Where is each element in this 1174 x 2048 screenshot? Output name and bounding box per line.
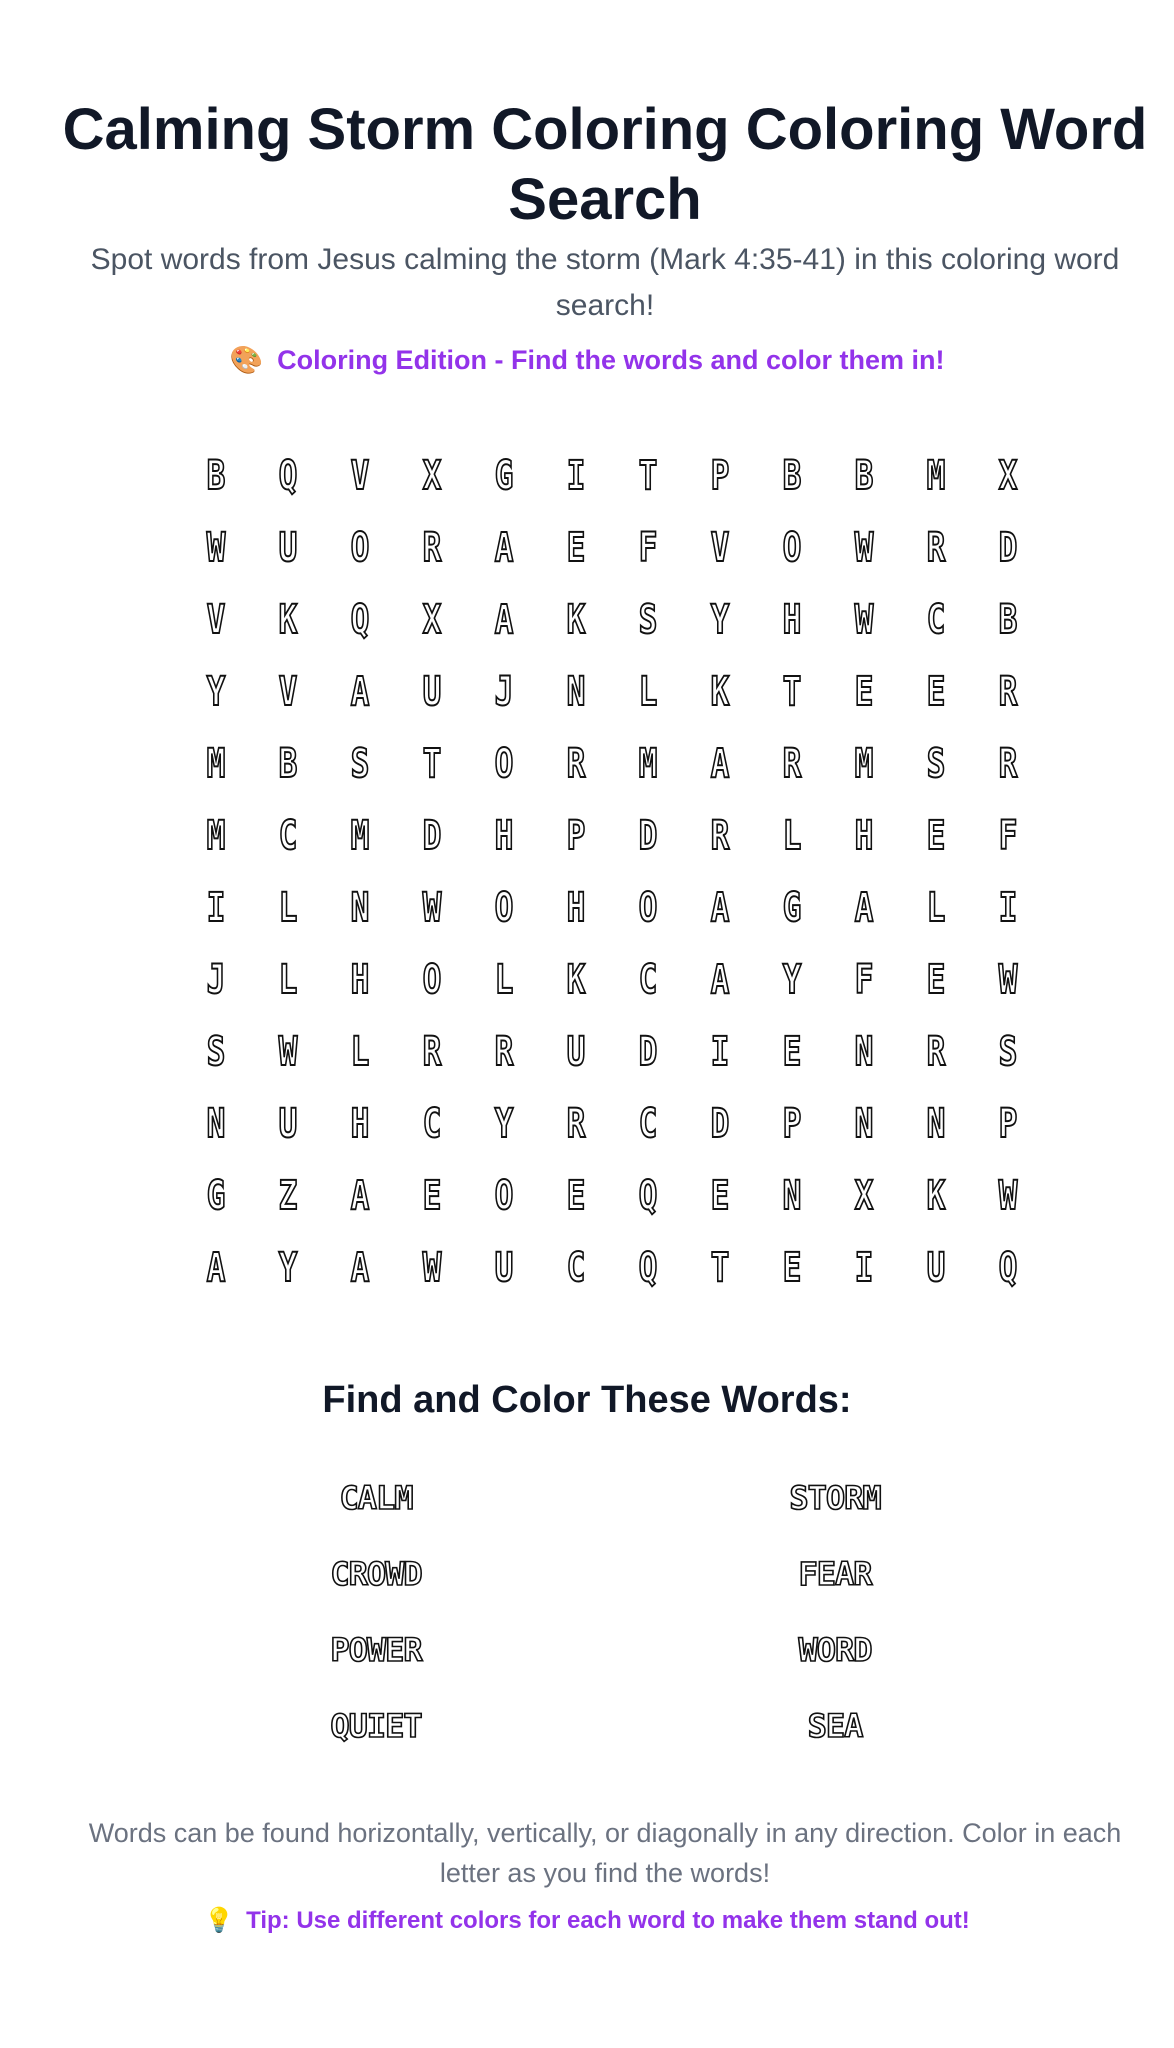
grid-letter[interactable]: A [710,885,730,931]
grid-letter[interactable]: O [422,957,442,1003]
grid-letter[interactable]: G [494,453,514,499]
grid-letter[interactable]: K [926,1173,946,1219]
word-list-item: QUIET [330,1707,422,1745]
word-list [0,1460,1174,1780]
grid-letter[interactable]: L [926,885,946,931]
grid-letter[interactable]: T [422,741,442,787]
grid-letter[interactable]: X [422,453,442,499]
grid-letter[interactable]: R [566,741,586,787]
grid-letter[interactable]: N [854,1029,874,1075]
grid-letter[interactable]: C [566,1245,586,1291]
grid-letter[interactable]: O [494,741,514,787]
grid-letter[interactable]: F [998,813,1018,859]
grid-letter[interactable]: S [926,741,946,787]
grid-letter[interactable]: I [854,1245,874,1291]
grid-letter[interactable]: G [206,1173,226,1219]
grid-letter[interactable]: M [350,813,370,859]
grid-row [180,512,1044,584]
word-list-item: CROWD [330,1555,422,1593]
page-title: Calming Storm Coloring Coloring Word Search [62,97,1148,232]
grid-letter[interactable]: A [710,957,730,1003]
grid-row [180,440,1044,512]
tip-banner [0,1903,1174,1939]
grid-letter[interactable]: H [782,597,802,643]
word-list-item: STORM [789,1479,881,1517]
grid-letter[interactable]: E [782,1029,802,1075]
edition-text: Coloring Edition - Find the words and color them in! [277,345,945,375]
grid-letter[interactable]: O [350,525,370,571]
grid-letter[interactable]: E [926,669,946,715]
grid-letter[interactable]: Y [782,957,802,1003]
grid-row [180,1160,1044,1232]
grid-letter[interactable]: E [566,1173,586,1219]
grid-letter[interactable]: O [494,885,514,931]
grid-letter[interactable]: L [278,957,298,1003]
grid-letter[interactable]: Y [278,1245,298,1291]
grid-letter[interactable]: A [350,1245,370,1291]
grid-row [180,800,1044,872]
grid-letter[interactable]: W [998,1173,1018,1219]
grid-letter[interactable]: Y [206,669,226,715]
grid-letter[interactable]: D [422,813,442,859]
grid-letter[interactable]: L [350,1029,370,1075]
grid-letter[interactable]: M [638,741,658,787]
grid-letter[interactable]: Y [494,1101,514,1147]
grid-letter[interactable]: R [710,813,730,859]
grid-letter[interactable]: C [422,1101,442,1147]
grid-letter[interactable]: T [638,453,658,499]
grid-letter[interactable]: S [206,1029,226,1075]
grid-letter[interactable]: K [278,597,298,643]
grid-letter[interactable]: Q [638,1245,658,1291]
word-list-item: FEAR [798,1555,872,1593]
grid-row [180,656,1044,728]
grid-letter[interactable]: V [206,597,226,643]
grid-letter[interactable]: I [566,453,586,499]
grid-letter[interactable]: K [566,957,586,1003]
grid-letter[interactable]: N [350,885,370,931]
grid-letter[interactable]: U [566,1029,586,1075]
grid-letter[interactable]: M [926,453,946,499]
grid-letter[interactable]: Q [638,1173,658,1219]
grid-letter[interactable]: M [206,813,226,859]
grid-letter[interactable]: A [494,597,514,643]
grid-letter[interactable]: M [206,741,226,787]
grid-letter[interactable]: X [422,597,442,643]
grid-letter[interactable]: V [278,669,298,715]
grid-letter[interactable]: R [422,525,442,571]
grid-row [180,584,1044,656]
word-list-item: CALM [339,1479,413,1517]
grid-letter[interactable]: U [278,525,298,571]
grid-letter[interactable]: B [998,597,1018,643]
grid-letter[interactable]: A [350,669,370,715]
grid-letter[interactable]: L [638,669,658,715]
grid-letter[interactable]: N [926,1101,946,1147]
grid-letter[interactable]: L [494,957,514,1003]
grid-letter[interactable]: Y [710,597,730,643]
grid-letter[interactable]: E [422,1173,442,1219]
page-subtitle: Spot words from Jesus calming the storm (Mark 4:35-41) in this coloring word search! [90,243,1120,322]
grid-letter[interactable]: N [782,1173,802,1219]
grid-letter[interactable]: J [206,957,226,1003]
grid-letter[interactable]: W [278,1029,298,1075]
lightbulb-icon: 💡 [204,1907,235,1934]
grid-letter[interactable]: P [782,1101,802,1147]
grid-letter[interactable]: V [350,453,370,499]
grid-row [180,944,1044,1016]
grid-letter[interactable]: A [494,525,514,571]
grid-letter[interactable]: C [638,1101,658,1147]
grid-letter[interactable]: W [422,1245,442,1291]
word-list-item: WORD [798,1631,872,1669]
grid-letter[interactable]: A [710,741,730,787]
grid-letter[interactable]: H [350,957,370,1003]
grid-letter[interactable]: B [278,741,298,787]
grid-letter[interactable]: S [638,597,658,643]
grid-letter[interactable]: D [638,1029,658,1075]
grid-letter[interactable]: R [926,525,946,571]
grid-letter[interactable]: D [710,1101,730,1147]
grid-row [180,1016,1044,1088]
instructions-text: Words can be found horizontally, vertically, or diagonally in any direction. Color in each letter as you find the words! [88,1818,1122,1888]
grid-letter[interactable]: T [710,1245,730,1291]
grid-letter[interactable]: D [638,813,658,859]
grid-letter[interactable]: P [710,453,730,499]
tip-text: Tip: Use different colors for each word to make them stand out! [246,1907,970,1934]
grid-letter[interactable]: Q [278,453,298,499]
grid-letter[interactable]: I [206,885,226,931]
grid-letter[interactable]: R [566,1101,586,1147]
grid-letter[interactable]: P [998,1101,1018,1147]
grid-letter[interactable]: I [998,885,1018,931]
grid-letter[interactable]: V [710,525,730,571]
grid-letter[interactable]: W [998,957,1018,1003]
grid-letter[interactable]: C [638,957,658,1003]
grid-letter[interactable]: D [998,525,1018,571]
grid-letter[interactable]: H [350,1101,370,1147]
grid-letter[interactable]: X [854,1173,874,1219]
grid-letter[interactable]: U [278,1101,298,1147]
grid-letter[interactable]: A [854,885,874,931]
word-list-heading: Find and Color These Words: [322,1379,852,1421]
grid-letter[interactable]: Q [350,597,370,643]
word-list-item: SEA [807,1707,863,1745]
grid-letter[interactable]: F [638,525,658,571]
grid-letter[interactable]: C [278,813,298,859]
letter-grid [180,440,1044,1304]
grid-letter[interactable]: R [782,741,802,787]
grid-letter[interactable]: O [494,1173,514,1219]
grid-letter[interactable]: S [350,741,370,787]
grid-letter[interactable]: R [926,1029,946,1075]
grid-letter[interactable]: N [854,1101,874,1147]
grid-letter[interactable]: N [206,1101,226,1147]
grid-letter[interactable]: B [854,453,874,499]
grid-letter[interactable]: M [854,741,874,787]
grid-letter[interactable]: U [494,1245,514,1291]
palette-icon: 🎨 [229,345,264,375]
grid-letter[interactable]: E [854,669,874,715]
grid-letter[interactable]: R [998,669,1018,715]
grid-letter[interactable]: L [782,813,802,859]
grid-letter[interactable]: Z [278,1173,298,1219]
grid-letter[interactable]: Q [998,1245,1018,1291]
grid-letter[interactable]: A [350,1173,370,1219]
grid-letter[interactable]: B [206,453,226,499]
grid-letter[interactable]: E [782,1245,802,1291]
grid-letter[interactable]: W [206,525,226,571]
grid-letter[interactable]: E [710,1173,730,1219]
grid-letter[interactable]: E [926,957,946,1003]
grid-letter[interactable]: R [494,1029,514,1075]
grid-letter[interactable]: G [782,885,802,931]
grid-letter[interactable]: T [782,669,802,715]
grid-letter[interactable]: J [494,669,514,715]
grid-letter[interactable]: R [998,741,1018,787]
grid-letter[interactable]: H [566,885,586,931]
grid-letter[interactable]: A [206,1245,226,1291]
grid-letter[interactable]: K [710,669,730,715]
grid-letter[interactable]: U [926,1245,946,1291]
grid-letter[interactable]: N [566,669,586,715]
grid-row [180,1088,1044,1160]
grid-letter[interactable]: I [710,1029,730,1075]
grid-letter[interactable]: H [494,813,514,859]
grid-letter[interactable]: X [998,453,1018,499]
grid-letter[interactable]: W [854,597,874,643]
grid-letter[interactable]: W [422,885,442,931]
grid-letter[interactable]: C [926,597,946,643]
grid-letter[interactable]: B [782,453,802,499]
grid-letter[interactable]: H [854,813,874,859]
edition-banner [0,340,1174,380]
grid-letter[interactable]: L [278,885,298,931]
grid-letter[interactable]: U [422,669,442,715]
grid-letter[interactable]: O [782,525,802,571]
grid-letter[interactable]: F [854,957,874,1003]
grid-letter[interactable]: P [566,813,586,859]
grid-letter[interactable]: W [854,525,874,571]
grid-letter[interactable]: R [422,1029,442,1075]
grid-letter[interactable]: O [638,885,658,931]
grid-row [180,1232,1044,1304]
grid-letter[interactable]: K [566,597,586,643]
grid-letter[interactable]: S [998,1029,1018,1075]
grid-row [180,872,1044,944]
grid-letter[interactable]: E [926,813,946,859]
grid-row [180,728,1044,800]
grid-letter[interactable]: E [566,525,586,571]
word-list-item: POWER [330,1631,422,1669]
